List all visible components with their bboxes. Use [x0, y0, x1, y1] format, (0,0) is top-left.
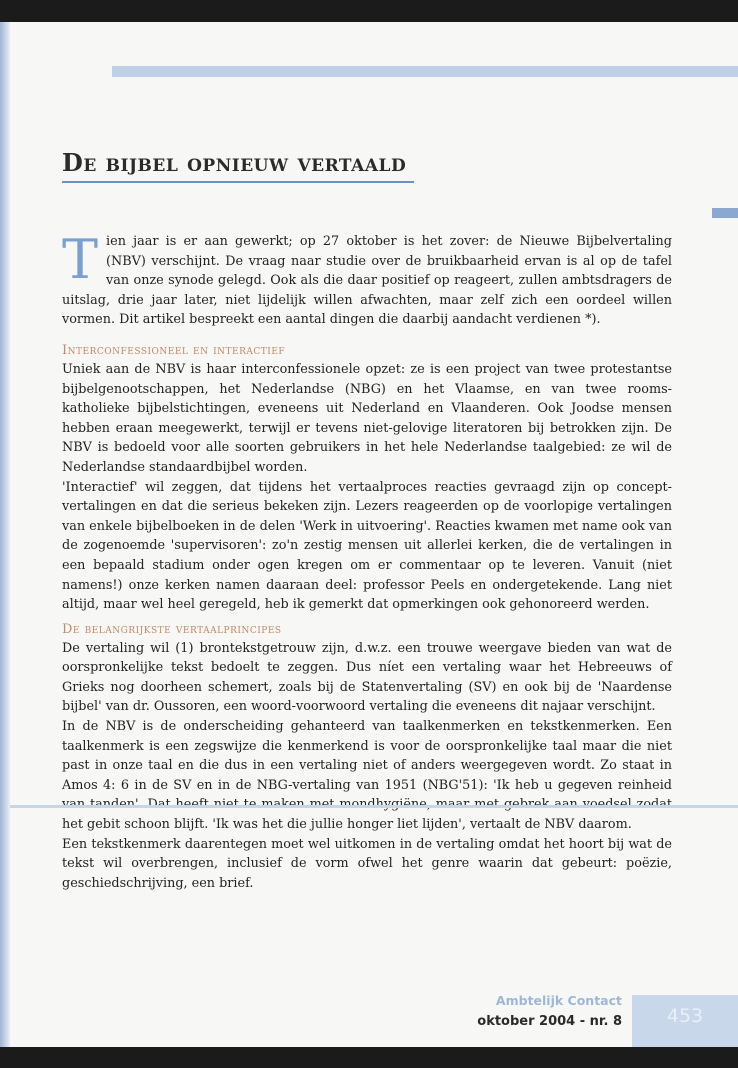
- scan-bottom-border: [0, 1047, 738, 1068]
- page-number: 453: [666, 1005, 704, 1027]
- intro-text: ien jaar is er aan gewerkt; op 27 oktober is het zover: de Nieuwe Bijbelvertaling (NBV) verschijnt. De vraag naar studie over de bruikbaarheid ervan is al op de tafel van onze synode gelegd. Ook als die daar positief op reageert, zullen ambtsdragers de uitslag, drie jaar later, niet lijdelijk willen afwachten, maar zelf zich een oordeel willen vormen. Dit artikel bespreekt een aantal dingen die daarbij aandacht verdienen *).: [62, 234, 672, 328]
- article-title: De bijbel opnieuw vertaald: [62, 148, 407, 177]
- decorative-top-strip: [112, 66, 738, 77]
- scan-top-border: [0, 0, 738, 22]
- paragraph: Uniek aan de NBV is haar interconfessionele opzet: ze is een project van twee protestantse bijbelgenootschappen, het Nederlandse (NBG) en het Vlaamse, en van twee rooms-katholieke bijbelstichtingen, eveneens uit Nederland en Vlaanderen. Ook Joodse mensen hebben eraan meegewerkt, terwijl er tevens niet-gelovige literatoren bij betrokken zijn. De NBV is bedoeld voor alle soorten gebruikers in het hele Nederlandse taalgebied: ze wil de Nederlandse standaardbijbel worden.: [62, 361, 672, 475]
- paragraph: Een tekstkenmerk daarentegen moet wel uitkomen in de vertaling omdat het hoort bij wat de tekst wil overbrengen, inclusief de vorm ofwel het genre waarin dat gebeurt: poëzie, geschiedschrijving, een brief.: [62, 836, 672, 891]
- decorative-side-mark: [712, 208, 738, 218]
- footer-divider: [10, 805, 738, 808]
- drop-cap: T: [62, 228, 99, 291]
- article-body: [62, 228, 672, 893]
- section-heading-interconfessioneel: Interconfessioneel en interactief: [62, 342, 286, 358]
- section-heading-vertaalprincipes: De belangrijkste vertaalprincipes: [62, 621, 282, 637]
- paragraph: In de NBV is de onderscheiding gehanteerd van taalkenmerken en tekstkenmerken. Een taalkenmerk is een zegswijze die kenmerkend is voor de oorspronkelijke taal maar die niet past in onze taal en die dus in een vertaling niet of anders weergegeven wordt. Zo staat in Amos 4: 6 in de SV en in de NBG-vertaling van 1951 (NBG'51): 'Ik heb u gegeven reinheid het gebit schoon blijft. 'Ik was het die jullie honger liet lijden', vertaalt de NBV daarom.: [62, 719, 672, 833]
- journal-name: Ambtelijk Contact: [495, 993, 622, 1008]
- paragraph: De vertaling wil (1) brontekstgetrouw zijn, d.w.z. een trouwe weergave bieden van wat de oorspronkelijke tekst bedoelt te zeggen. Dus níet een vertaling waar het Hebreeuws of Grieks nog doorheen schemert, zoals bij de Statenvertaling (SV) en ook bij de 'Naardense bijbel' van dr. Oussoren, een woord-voorwoord vertaling die eveneens dit najaar verschijnt.: [62, 640, 672, 715]
- scan-left-edge: [0, 22, 10, 1047]
- intro-paragraph: [62, 228, 672, 330]
- title-underline: [62, 181, 414, 183]
- issue-info: oktober 2004 - nr. 8: [477, 1014, 622, 1029]
- paragraph: 'Interactief' wil zeggen, dat tijdens het vertaalproces reacties gevraagd zijn op concept-vertalingen en dat die serieus bekeken zijn. Lezers reageerden op de voorlopige vertalingen van enkele bijbelboeken in de delen 'Werk in uitvoering'. Reacties kwamen met name ook van de zogenoemde 'supervisoren': zo'n zestig mensen uit allerlei kerken, die de vertalingen in een bepaald stadium onder ogen kregen om er commentaar op te leveren. Vanuit (niet namens!) onze kerken namen daaraan deel: professor Peels en ondergetekende. Lang niet altijd, maar wel heel geregeld, heb ik gemerkt dat opmerkingen ook gehonoreerd werden.: [62, 479, 672, 613]
